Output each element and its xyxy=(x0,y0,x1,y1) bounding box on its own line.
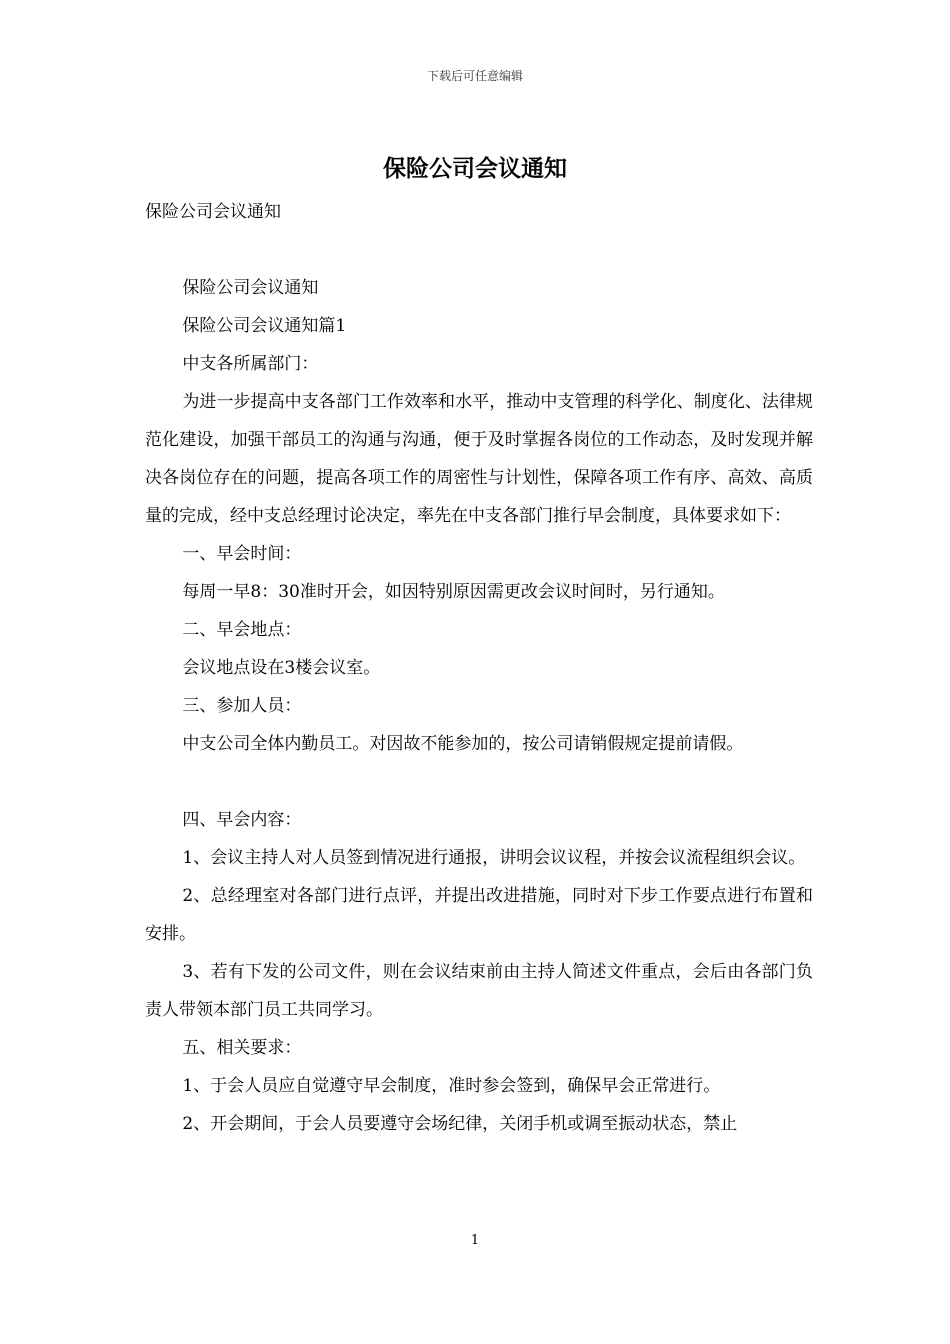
paragraph-requirements-heading: 五、相关要求： xyxy=(182,1038,302,1058)
paragraph-location-heading: 二、早会地点： xyxy=(182,620,302,640)
paragraph-attendees-heading: 三、参加人员： xyxy=(182,696,302,716)
download-note: 下载后可任意编辑 xyxy=(426,69,523,83)
paragraph-intro: 为进一步提高中支各部门工作效率和水平，推动中支管理的科学化、制度化、法律规范化建设，加强干部员工的沟通与沟通，便于及时掌握各岗位的工作动态，及时发现并解决各岗位存在的问题，提高各项工作的周密性与计划性，保障各项工作有序、高效、高质量的完成，经中支总经理讨论决定，率先在中支各部门推行早会制度，具体要求如下： xyxy=(145,392,813,526)
paragraph-addressee: 中支各所属部门： xyxy=(182,354,319,374)
paragraph-time-heading: 一、早会时间： xyxy=(182,544,302,564)
paragraph-location-detail: 会议地点设在3楼会议室。 xyxy=(182,658,381,678)
document-body xyxy=(145,269,813,1143)
paragraph-attendees-detail: 中支公司全体内勤员工。对因故不能参加的，按公司请销假规定提前请假。 xyxy=(182,734,744,754)
paragraph-heading: 保险公司会议通知 xyxy=(182,278,319,298)
paragraph-content-item-1: 1、会议主持人对人员签到情况进行通报，讲明会议议程，并按会议流程组织会议。 xyxy=(182,848,806,868)
paragraph-content-heading: 四、早会内容： xyxy=(182,810,302,830)
paragraph-time-detail: 每周一早8：30准时开会，如因特别原因需更改会议时间时，另行通知。 xyxy=(182,582,725,602)
paragraph-content-item-2: 2、总经理室对各部门进行点评，并提出改进措施，同时对下步工作要点进行布置和安排。 xyxy=(145,886,813,944)
document-subtitle: 保险公司会议通知 xyxy=(145,202,281,222)
page-number: 1 xyxy=(470,1233,480,1248)
document-title: 保险公司会议通知 xyxy=(383,156,567,182)
paragraph-requirement-2: 2、开会期间，于会人员要遵守会场纪律，关闭手机或调至振动状态，禁止 xyxy=(182,1114,738,1134)
paragraph-content-item-3: 3、若有下发的公司文件，则在会议结束前由主持人简述文件重点，会后由各部门负责人带领本部门员工共同学习。 xyxy=(145,962,813,1020)
paragraph-section-title: 保险公司会议通知篇1 xyxy=(182,316,347,336)
paragraph-requirement-1: 1、于会人员应自觉遵守早会制度，准时参会签到，确保早会正常进行。 xyxy=(182,1076,721,1096)
paragraph-gap xyxy=(145,763,813,801)
